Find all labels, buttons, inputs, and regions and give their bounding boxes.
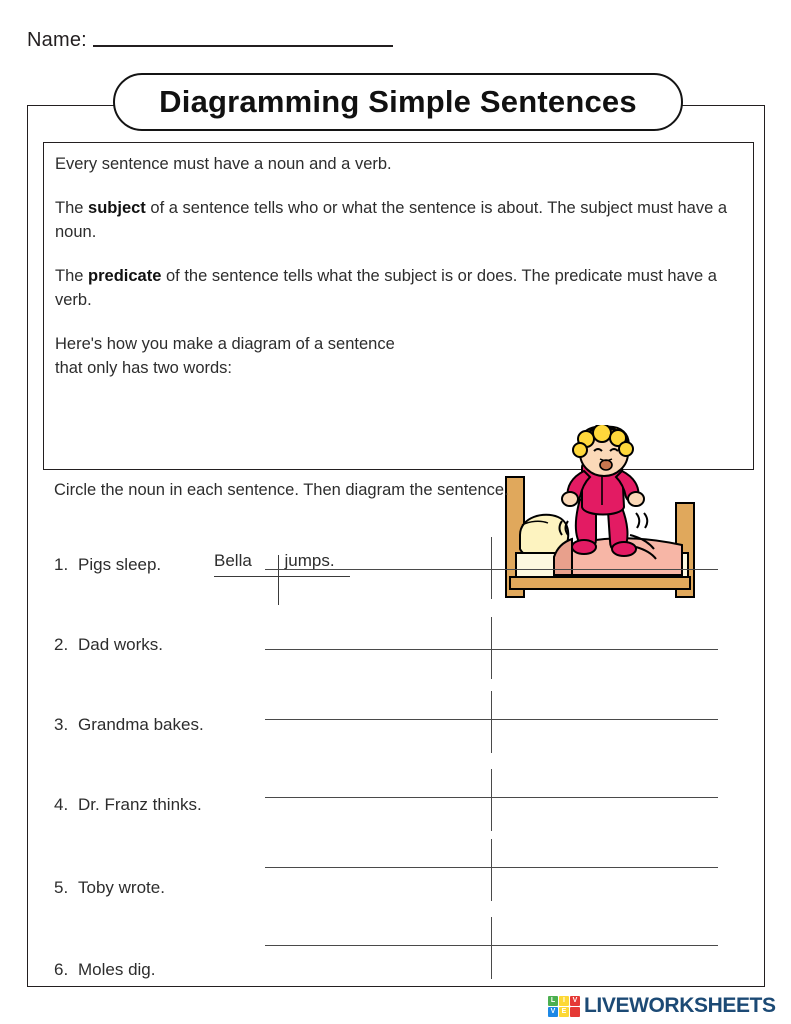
answer-divider-2[interactable] bbox=[491, 617, 492, 679]
exercise-sentence-5: Toby wrote. bbox=[78, 878, 165, 897]
logo-tile-1: I bbox=[559, 996, 569, 1006]
example-subject-word: Bella bbox=[214, 551, 252, 570]
exercise-sentence-6: Moles dig. bbox=[78, 960, 156, 979]
exercise-sentence-1: Pigs sleep. bbox=[78, 555, 162, 574]
exercise-row-1 bbox=[0, 527, 738, 607]
exercise-label-6: 6. bbox=[54, 960, 69, 979]
exercise-sentence-2: Dad works. bbox=[78, 635, 164, 654]
worksheet-title-pill bbox=[113, 73, 683, 131]
name-row bbox=[27, 30, 393, 50]
exercise-row-4 bbox=[0, 767, 738, 847]
lesson-paragraph-1: Every sentence must have a noun and a verb. bbox=[55, 155, 392, 173]
lesson-text bbox=[55, 153, 755, 380]
exercise-sentence-4: Dr. Franz thinks. bbox=[78, 795, 202, 814]
answer-divider-6[interactable] bbox=[491, 917, 492, 979]
lesson-paragraph-3 bbox=[55, 265, 755, 313]
p2-bold-subject: subject bbox=[88, 198, 146, 217]
answer-divider-3[interactable] bbox=[491, 691, 492, 753]
p2-pre: The bbox=[55, 198, 89, 217]
exercise-label-3: 3. bbox=[54, 715, 69, 734]
exercise-label-5: 5. bbox=[54, 878, 69, 897]
exercise-label-2: 2. bbox=[54, 635, 69, 654]
name-label: Name: bbox=[27, 29, 87, 51]
p3-post: of the sentence tells what the subject is or does. The predicate must have a verb. bbox=[55, 266, 717, 309]
exercise-label-1: 1. bbox=[54, 555, 69, 574]
logo-tile-4: E bbox=[559, 1007, 569, 1017]
exercise-label-4: 4. bbox=[54, 795, 69, 814]
example-predicate-word: jumps. bbox=[284, 551, 335, 570]
directions-text: Circle the noun in each sentence. Then diagram the sentence. bbox=[54, 481, 509, 499]
liveworksheets-tiles-icon bbox=[548, 996, 580, 1017]
p2-post: of a sentence tells who or what the sentence is about. The subject must have a noun. bbox=[55, 198, 728, 241]
logo-tile-2: V bbox=[570, 996, 580, 1006]
p3-bold-predicate: predicate bbox=[88, 266, 162, 285]
page-title: Diagramming Simple Sentences bbox=[159, 84, 637, 119]
answer-divider-4[interactable] bbox=[491, 769, 492, 831]
p3-pre: The bbox=[55, 266, 89, 285]
lesson-paragraph-2 bbox=[55, 197, 755, 245]
liveworksheets-logo[interactable] bbox=[548, 994, 776, 1018]
logo-tile-5 bbox=[570, 1007, 580, 1017]
exercise-row-3 bbox=[0, 687, 738, 767]
liveworksheets-wordmark: LIVEWORKSHEETS bbox=[584, 994, 776, 1017]
answer-divider-1[interactable] bbox=[491, 537, 492, 599]
logo-tile-0: L bbox=[548, 996, 558, 1006]
name-blank-line[interactable] bbox=[93, 45, 393, 47]
exercise-row-5 bbox=[0, 847, 738, 927]
logo-tile-3: V bbox=[548, 1007, 558, 1017]
answer-divider-5[interactable] bbox=[491, 839, 492, 901]
lesson-paragraph-4: Here's how you make a diagram of a sentence that only has two words: bbox=[55, 334, 395, 377]
exercise-sentence-3: Grandma bakes. bbox=[78, 715, 204, 734]
exercise-row-2 bbox=[0, 607, 738, 687]
